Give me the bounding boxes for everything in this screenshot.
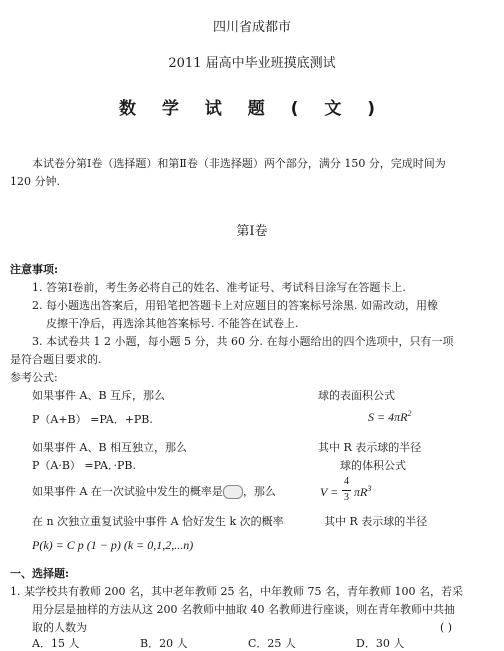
formula-p-product: P（A·B） =PA．·PB.	[32, 459, 136, 472]
question-1-options	[32, 636, 464, 651]
note-item-3a: 3. 本试卷共 1 2 小题，每小题 5 分，共 60 分. 在每小题给出的四个选项中，只有一项	[32, 335, 454, 348]
formula-independent: 如果事件 A、B 相互独立，那么	[32, 441, 188, 454]
note-item-2a: 2. 每小题选出答案后，用铅笔把答题卡上对应题目的答案标号涂黑. 如需改动，用橡	[32, 299, 438, 312]
sphere-volume-label: 球的体积公式	[340, 459, 406, 472]
subject-title: 数 学 试 题 ( 文 )	[118, 99, 386, 119]
notes-heading: 注意事项:	[10, 263, 59, 276]
choice-heading: 一、选择题:	[10, 567, 70, 580]
formula-p-union: P（A+B） =PA．+PB.	[32, 413, 153, 426]
section-1-title: 第Ⅰ卷	[236, 224, 268, 239]
note-item-3b: 是符合题目要求的.	[10, 353, 102, 366]
exam-title: 2011 届高中毕业班摸底测试	[168, 56, 336, 71]
intro-line-1: 本试卷分第Ⅰ卷（选择题）和第Ⅱ卷（非选择题）两个部分，满分 150 分，完成时间为	[32, 157, 446, 170]
radius-note-2: 其中 R 表示球的半径	[324, 515, 428, 528]
option-a: A．15 人	[32, 637, 80, 650]
note-item-1: 1. 答第Ⅰ卷前，考生务必将自己的姓名、准考证号、考试科目涂写在答题卡上.	[32, 281, 406, 294]
sphere-area-label: 球的表面积公式	[318, 389, 395, 402]
exam-region: 四川省成都市	[212, 20, 291, 35]
question-1-line-3: 取的人数为	[32, 621, 87, 634]
question-1-line-1: 1. 某学校共有教师 200 名，其中老年教师 25 名，中年教师 75 名，青年教师 100 名，若采	[10, 585, 463, 598]
radius-note-1: 其中 R 表示球的半径	[318, 441, 422, 454]
formula-probability-p: 如果事件 A 在一次试验中发生的概率是 ，那么	[32, 485, 276, 498]
option-b: B．20 人	[140, 637, 188, 650]
formula-binomial: P(k) = C p (1 − p) (k = 0,1,2,...n)	[32, 538, 194, 552]
note-item-2b: 皮擦干净后，再选涂其他答案标号. 不能答在试卷上.	[46, 317, 299, 330]
formula-mutually-exclusive: 如果事件 A、B 互斥，那么	[32, 389, 166, 402]
answer-parentheses: ( )	[440, 621, 453, 634]
option-d: D．30 人	[356, 637, 405, 650]
intro-line-2: 120 分钟.	[10, 175, 60, 188]
question-1-line-2: 用分层是抽样的方法从这 200 名教师中抽取 40 名教师进行座谈，则在青年教师中共抽	[32, 603, 455, 616]
scan-stamp-icon	[223, 485, 243, 499]
formulas-heading: 参考公式:	[10, 371, 58, 384]
sphere-area-formula: $S = 4\pi R^2$	[368, 409, 412, 424]
option-c: C．25 人	[248, 637, 296, 650]
formula-binomial-label: 在 n 次独立重复试验中事件 A 恰好发生 k 次的概率	[32, 515, 284, 528]
